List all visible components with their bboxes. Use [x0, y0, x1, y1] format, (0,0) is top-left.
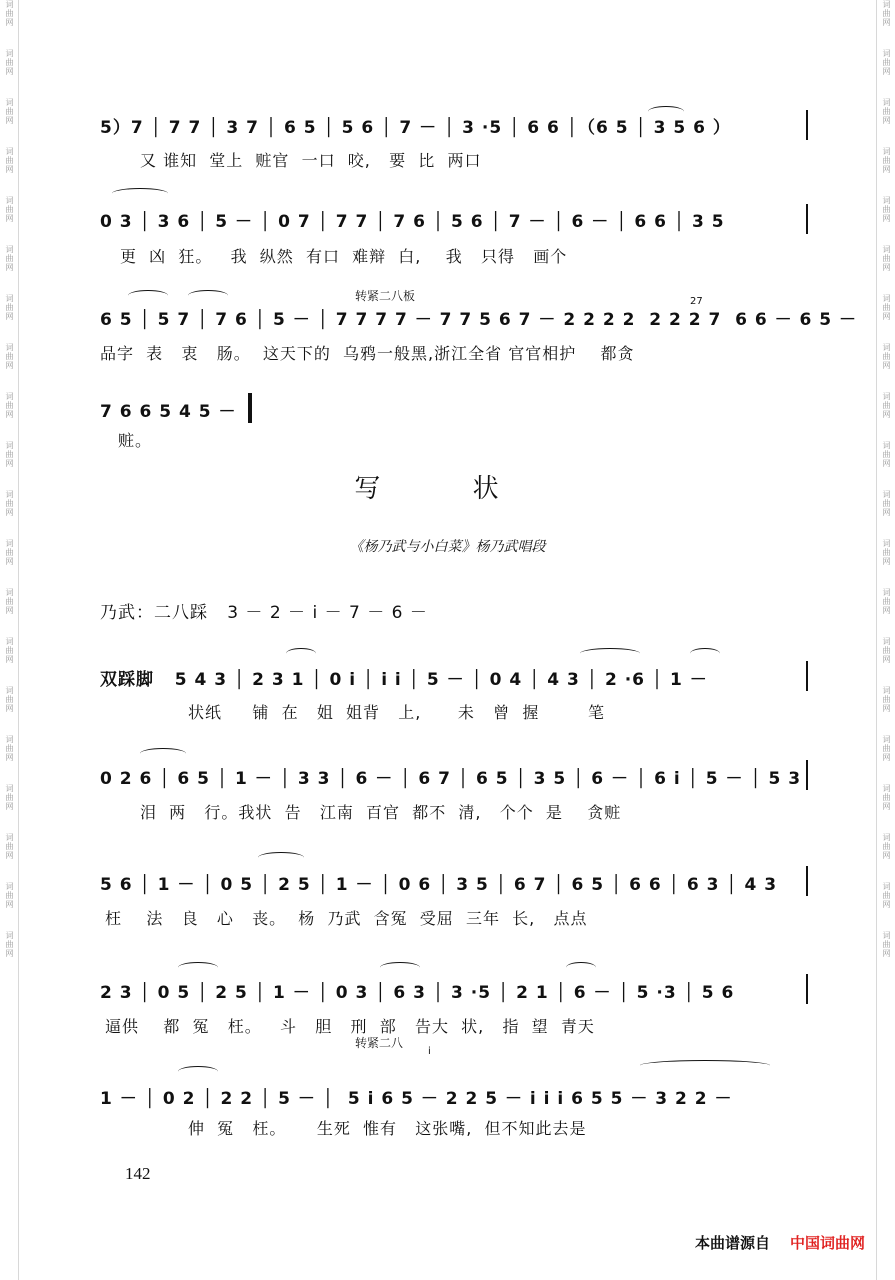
watermark-text: 词曲网	[5, 441, 14, 468]
lyrics-row-6: 状纸 铺 在 姐 姐背 上, 未 曾 握 笔	[188, 703, 606, 722]
slur	[128, 290, 168, 301]
notation-row-4: 7 6 6 5 4 5 －	[100, 402, 237, 422]
slur	[580, 648, 640, 659]
lyrics-row-10: 伸 冤 枉。 生死 惟有 这张嘴, 但不知此去是	[188, 1119, 587, 1138]
watermark-text: 词曲网	[882, 490, 891, 517]
watermark-text: 词曲网	[5, 294, 14, 321]
watermark-text: 词曲网	[882, 98, 891, 125]
slur	[640, 1060, 770, 1071]
lyrics-row-8: 枉 法 良 心 丧。 杨 乃武 含冤 受屈 三年 长, 点点	[105, 909, 588, 928]
song-subtitle: 《杨乃武与小白菜》杨乃武唱段	[349, 539, 546, 555]
right-watermark-strip	[876, 0, 895, 1280]
lyrics-row-2: 更 凶 狂。 我 纵然 有口 难辩 白, 我 只得 画个	[120, 247, 568, 266]
watermark-text: 词曲网	[5, 784, 14, 811]
watermark-text: 词曲网	[882, 441, 891, 468]
notation-row-10: 1 － │ 0 2 │ 2 2 │ 5 － │ 5 i 6 5 － 2 2 5 － i i i 6 5 5 － 3 2 2 －	[100, 1089, 733, 1109]
grace-note-1: i	[428, 1046, 431, 1057]
lyrics-row-7: 泪 两 行。我状 告 江南 百官 都不 清, 个个 是 贪赃	[140, 803, 622, 822]
barline	[806, 110, 808, 140]
slur	[286, 648, 316, 659]
source-label: 本曲谱源自	[694, 1234, 770, 1252]
notation-row-8: 5 6 │ 1 － │ 0 5 │ 2 5 │ 1 － │ 0 6 │ 3 5 │ 6 7 │ 6 5 │ 6 6 │ 6 3 │ 4 3	[100, 875, 778, 895]
watermark-text: 词曲网	[882, 343, 891, 370]
notation-row-1: 5）7 │ 7 7 │ 3 7 │ 6 5 │ 5 6 │ 7 － │ 3 ·5 │ 6 6 │（6 5 │ 3 5 6 ）	[100, 118, 731, 138]
slur	[112, 188, 168, 199]
watermark-text: 词曲网	[5, 882, 14, 909]
tempo-mark-zhuanjin-erba: 转紧二八	[355, 1036, 404, 1050]
watermark-text: 词曲网	[5, 196, 14, 223]
watermark-text: 词曲网	[5, 49, 14, 76]
barline	[806, 204, 808, 234]
watermark-text: 词曲网	[882, 539, 891, 566]
watermark-text: 词曲网	[5, 392, 14, 419]
notation-row-7: 0 2 6 │ 6 5 │ 1 － │ 3 3 │ 6 － │ 6 7 │ 6 5 │ 3 5 │ 6 － │ 6 i │ 5 － │ 5 3	[100, 769, 802, 789]
notation-row-2: 0 3 │ 3 6 │ 5 － │ 0 7 │ 7 7 │ 7 6 │ 5 6 │ 7 － │ 6 － │ 6 6 │ 3 5	[100, 212, 725, 232]
watermark-text: 词曲网	[5, 343, 14, 370]
watermark-text: 词曲网	[882, 637, 891, 664]
slur	[188, 290, 228, 301]
watermark-text: 词曲网	[882, 833, 891, 860]
watermark-text: 词曲网	[882, 245, 891, 272]
barline	[806, 974, 808, 1004]
watermark-text: 词曲网	[882, 294, 891, 321]
notation-row-9: 2 3 │ 0 5 │ 2 5 │ 1 － │ 0 3 │ 6 3 │ 3 ·5 │ 2 1 │ 6 － │ 5 ·3 │ 5 6	[100, 983, 735, 1003]
watermark-text: 词曲网	[882, 147, 891, 174]
final-barline	[248, 393, 252, 423]
slur	[178, 1066, 218, 1077]
slur	[566, 962, 596, 973]
grace-note-27: 27	[690, 296, 703, 307]
notation-row-6: 双踩脚 5 4 3 │ 2 3 1 │ 0 i │ i i │ 5 － │ 0 4 │ 4 3 │ 2 ·6 │ 1 －	[100, 670, 708, 690]
watermark-text: 词曲网	[882, 882, 891, 909]
watermark-text: 词曲网	[5, 931, 14, 958]
lyrics-row-3: 品字 表 衷 肠。 这天下的 乌鸦一般黑,浙江全省 官官相护 都贪	[100, 344, 635, 363]
watermark-text: 词曲网	[5, 637, 14, 664]
watermark-text: 词曲网	[5, 98, 14, 125]
watermark-text: 词曲网	[882, 392, 891, 419]
watermark-text: 词曲网	[882, 931, 891, 958]
site-name-link[interactable]: 中国词曲网	[789, 1234, 865, 1252]
watermark-text: 词曲网	[882, 735, 891, 762]
page-number: 142	[125, 1164, 151, 1183]
watermark-text: 词曲网	[5, 490, 14, 517]
barline	[806, 866, 808, 896]
notation-row-5: 乃武：二八踩 3 － 2 － i － 7 － 6 －	[100, 603, 428, 623]
watermark-text: 词曲网	[5, 245, 14, 272]
lyrics-row-9: 逼供 都 冤 枉。 斗 胆 刑 部 告大 状, 指 望 青天	[105, 1017, 595, 1036]
lyrics-row-1: 又 谁知 堂上 赃官 一口 咬, 要 比 两口	[140, 151, 482, 170]
watermark-text: 词曲网	[5, 147, 14, 174]
slur	[140, 748, 186, 759]
slur	[648, 106, 684, 117]
watermark-text: 词曲网	[882, 196, 891, 223]
slur	[380, 962, 420, 973]
left-watermark-strip	[0, 0, 19, 1280]
barline	[806, 760, 808, 790]
watermark-text: 词曲网	[5, 539, 14, 566]
watermark-text: 词曲网	[5, 0, 14, 27]
watermark-text: 词曲网	[5, 588, 14, 615]
watermark-text: 词曲网	[882, 686, 891, 713]
lyrics-row-4: 赃。	[118, 431, 153, 450]
notation-row-3: 6 5 │ 5 7 │ 7 6 │ 5 － │ 7 7 7 7 － 7 7 5 6 7 － 2 2 2 2 2 2 2 7 6 6 － 6 5 －	[100, 310, 858, 330]
watermark-text: 词曲网	[882, 0, 891, 27]
barline	[806, 661, 808, 691]
source-footer	[695, 1232, 865, 1253]
watermark-text: 词曲网	[882, 588, 891, 615]
slur	[258, 852, 304, 863]
tempo-mark-zhuanjin-erba-ban: 转紧二八板	[355, 289, 416, 303]
song-title: 写 状	[354, 474, 541, 504]
watermark-text: 词曲网	[5, 833, 14, 860]
slur	[690, 648, 720, 659]
slur	[178, 962, 218, 973]
watermark-text: 词曲网	[5, 735, 14, 762]
watermark-text: 词曲网	[882, 784, 891, 811]
watermark-text: 词曲网	[5, 686, 14, 713]
watermark-text: 词曲网	[882, 49, 891, 76]
